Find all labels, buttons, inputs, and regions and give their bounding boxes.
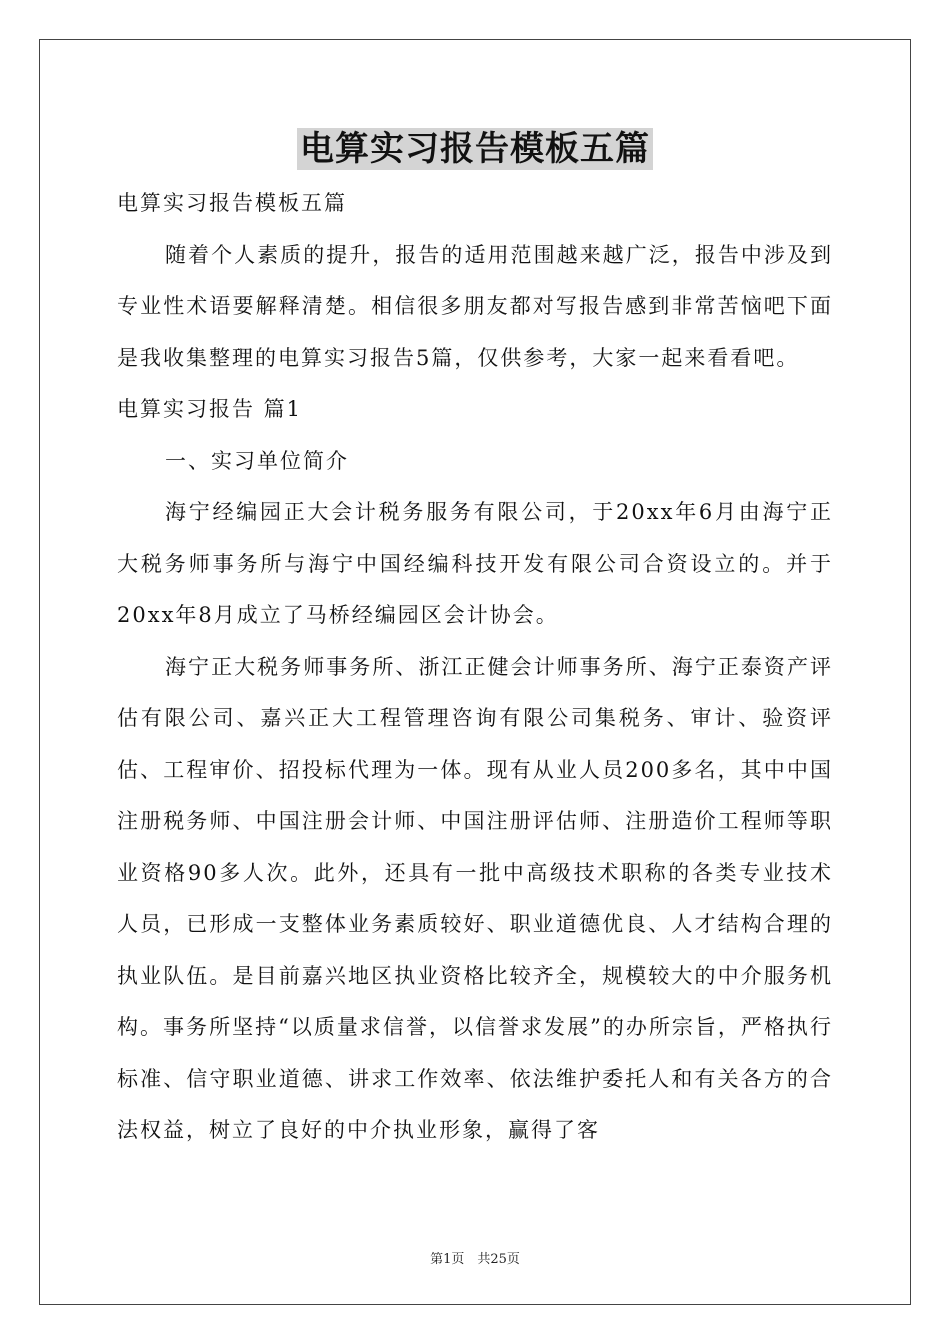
document-body [117,178,833,1157]
document-subtitle: 电算实习报告模板五篇 [117,191,347,215]
section-heading: 电算实习报告 篇1 [117,397,303,421]
body-paragraph-2: 海宁正大税务师事务所、浙江正健会计师事务所、海宁正泰资产评估有限公司、嘉兴正大工程管理咨询有限公司集税务、审计、验资评估、工程审价、招投标代理为一体。现有从业人员200多名，其中中国注册税务师、中国注册会计师、中国注册评估师、注册造价工程师等职业资格90多人次。此外，还具有一批中高级技术职称的各类专业技术人员，已形成一支整体业务素质较好、职业道德优良、人才结构合理的执业队伍。是目前嘉兴地区执业资格比较齐全，规模较大的中介服务机构。事务所坚持“以质量求信誉，以信誉求发展”的办所宗旨，严格执行标准、信守职业道德、讲求工作效率、依法维护委托人和有关各方的合法权益，树立了良好的中介执业形象，赢得了客 [117,654,833,1142]
sub-heading: 一、实习单位简介 [165,448,349,473]
body-paragraph-1: 海宁经编园正大会计税务服务有限公司，于20xx年6月由海宁正大税务师事务所与海宁中国经编科技开发有限公司合资设立的。并于20xx年8月成立了马桥经编园区会计协会。 [117,500,833,627]
document-title: 电算实习报告模板五篇 [297,128,653,170]
page-number-footer: 第1页 共25页 [430,1252,520,1267]
title-container [0,128,950,170]
intro-paragraph: 随着个人素质的提升，报告的适用范围越来越广泛，报告中涉及到专业性术语要解释清楚。相信很多朋友都对写报告感到非常苦恼吧下面是我收集整理的电算实习报告5篇，仅供参考，大家一起来看看吧。 [117,242,833,370]
